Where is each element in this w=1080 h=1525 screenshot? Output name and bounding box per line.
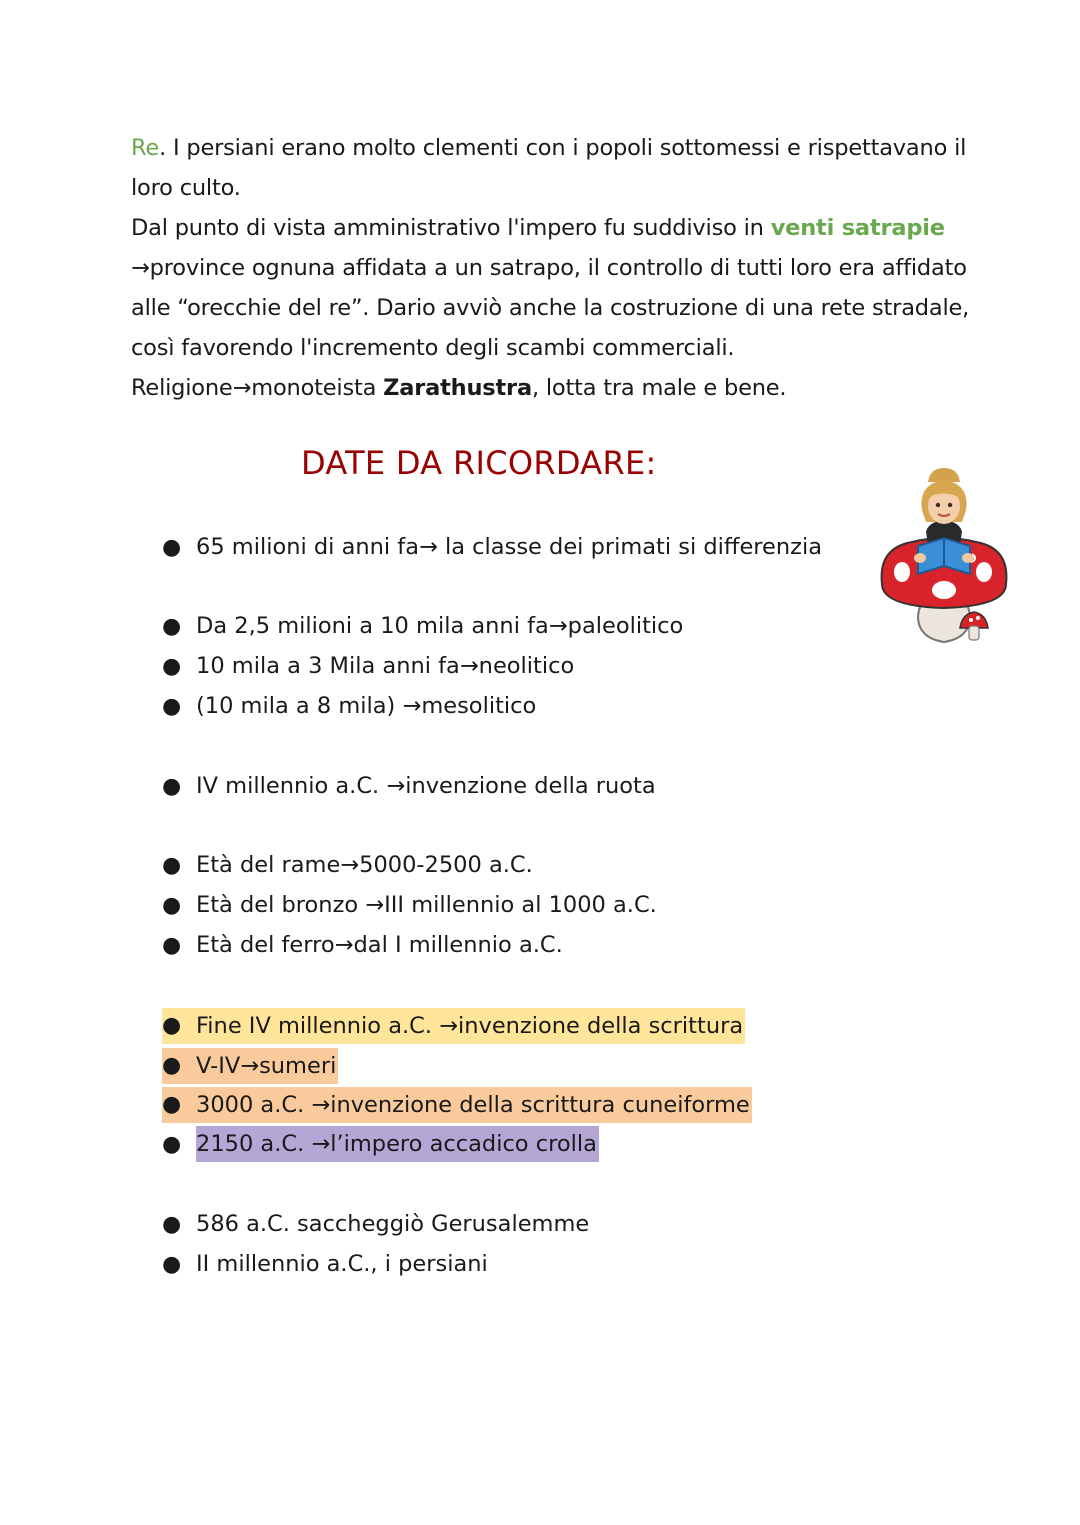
intro-line-administration (131, 208, 971, 368)
intro-zarathustra: Zarathustra (383, 375, 532, 401)
intro-admin-rest: →province ognuna affidata a un satrapo, il controllo di tutti loro era affidato alle “orecchie del re”. Dario avviò anche la costruzione di una rete stradale, così favorendo l'incremento degli scambi commerciali. (131, 255, 970, 361)
date-text: 2150 a.C. →l’impero accadico crolla (196, 1126, 599, 1162)
bullet-icon: ● (162, 694, 182, 719)
reading-girl-on-mushroom-sticker (874, 466, 1014, 650)
intro-persians-text: . I persiani erano molto clementi con i popoli sottomessi e rispettavano il loro culto. (131, 135, 967, 201)
date-text: Da 2,5 milioni a 10 mila anni fa→paleolitico (196, 613, 684, 639)
bullet-icon: ● (162, 893, 182, 918)
date-item-mesolithic (162, 688, 538, 724)
highlight-orange (162, 1087, 752, 1123)
bullet-icon: ● (162, 774, 182, 799)
bullet-icon: ● (162, 535, 182, 560)
date-item-primates (162, 529, 824, 565)
date-text: 586 a.C. saccheggiò Gerusalemme (196, 1211, 590, 1237)
date-item-neolithic (162, 648, 576, 684)
date-text: IV millennio a.C. →invenzione della ruota (196, 773, 656, 799)
bullet-icon: ● (162, 1013, 182, 1038)
intro-re-word: Re (131, 135, 160, 161)
intro-satrapie-highlight: venti satrapie (770, 215, 945, 241)
bullet-icon: ● (162, 654, 182, 679)
date-item-akkadian (162, 1126, 599, 1162)
bullet-icon: ● (162, 1092, 182, 1117)
dates-heading: DATE DA RICORDARE: (301, 444, 657, 482)
date-item-cuneiform (162, 1086, 752, 1122)
bullet-icon: ● (162, 933, 182, 958)
date-item-copper-age (162, 847, 535, 883)
date-text: Età del ferro→dal I millennio a.C. (196, 932, 563, 958)
intro-religion-start: Religione→monoteista (131, 375, 384, 401)
date-text: Età del bronzo →III millennio al 1000 a.C. (196, 892, 657, 918)
date-item-wheel (162, 768, 658, 804)
date-item-iron-age (162, 927, 565, 963)
date-item-sumerians (162, 1047, 338, 1083)
intro-paragraph (131, 128, 971, 408)
intro-line-persians (131, 128, 971, 208)
bullet-icon: ● (162, 853, 182, 878)
date-text: II millennio a.C., i persiani (196, 1251, 488, 1277)
highlight-orange (162, 1048, 338, 1084)
date-text: 10 mila a 3 Mila anni fa→neolitico (196, 653, 575, 679)
date-item-bronze-age (162, 887, 659, 923)
date-text: (10 mila a 8 mila) →mesolitico (196, 693, 537, 719)
bullet-icon: ● (162, 1252, 182, 1277)
date-text: Fine IV millennio a.C. →invenzione della scrittura (196, 1013, 744, 1039)
bullet-icon: ● (162, 1132, 182, 1157)
date-text: 3000 a.C. →invenzione della scrittura cuneiforme (196, 1092, 750, 1118)
date-item-paleolithic (162, 608, 685, 644)
intro-admin-start: Dal punto di vista amministrativo l'impero fu suddiviso in (131, 215, 771, 241)
bullet-icon: ● (162, 614, 182, 639)
highlight-yellow (162, 1008, 745, 1044)
date-text: V-IV→sumeri (196, 1053, 337, 1079)
date-item-writing (162, 1007, 745, 1043)
intro-line-religion (131, 368, 971, 408)
bullet-icon: ● (162, 1053, 182, 1078)
intro-religion-rest: , lotta tra male e bene. (531, 375, 787, 401)
date-text: Età del rame→5000-2500 a.C. (196, 852, 533, 878)
date-item-persians (162, 1246, 490, 1282)
bullet-icon: ● (162, 1212, 182, 1237)
date-item-jerusalem (162, 1206, 591, 1242)
date-text: 65 milioni di anni fa→ la classe dei primati si differenzia (196, 534, 822, 560)
